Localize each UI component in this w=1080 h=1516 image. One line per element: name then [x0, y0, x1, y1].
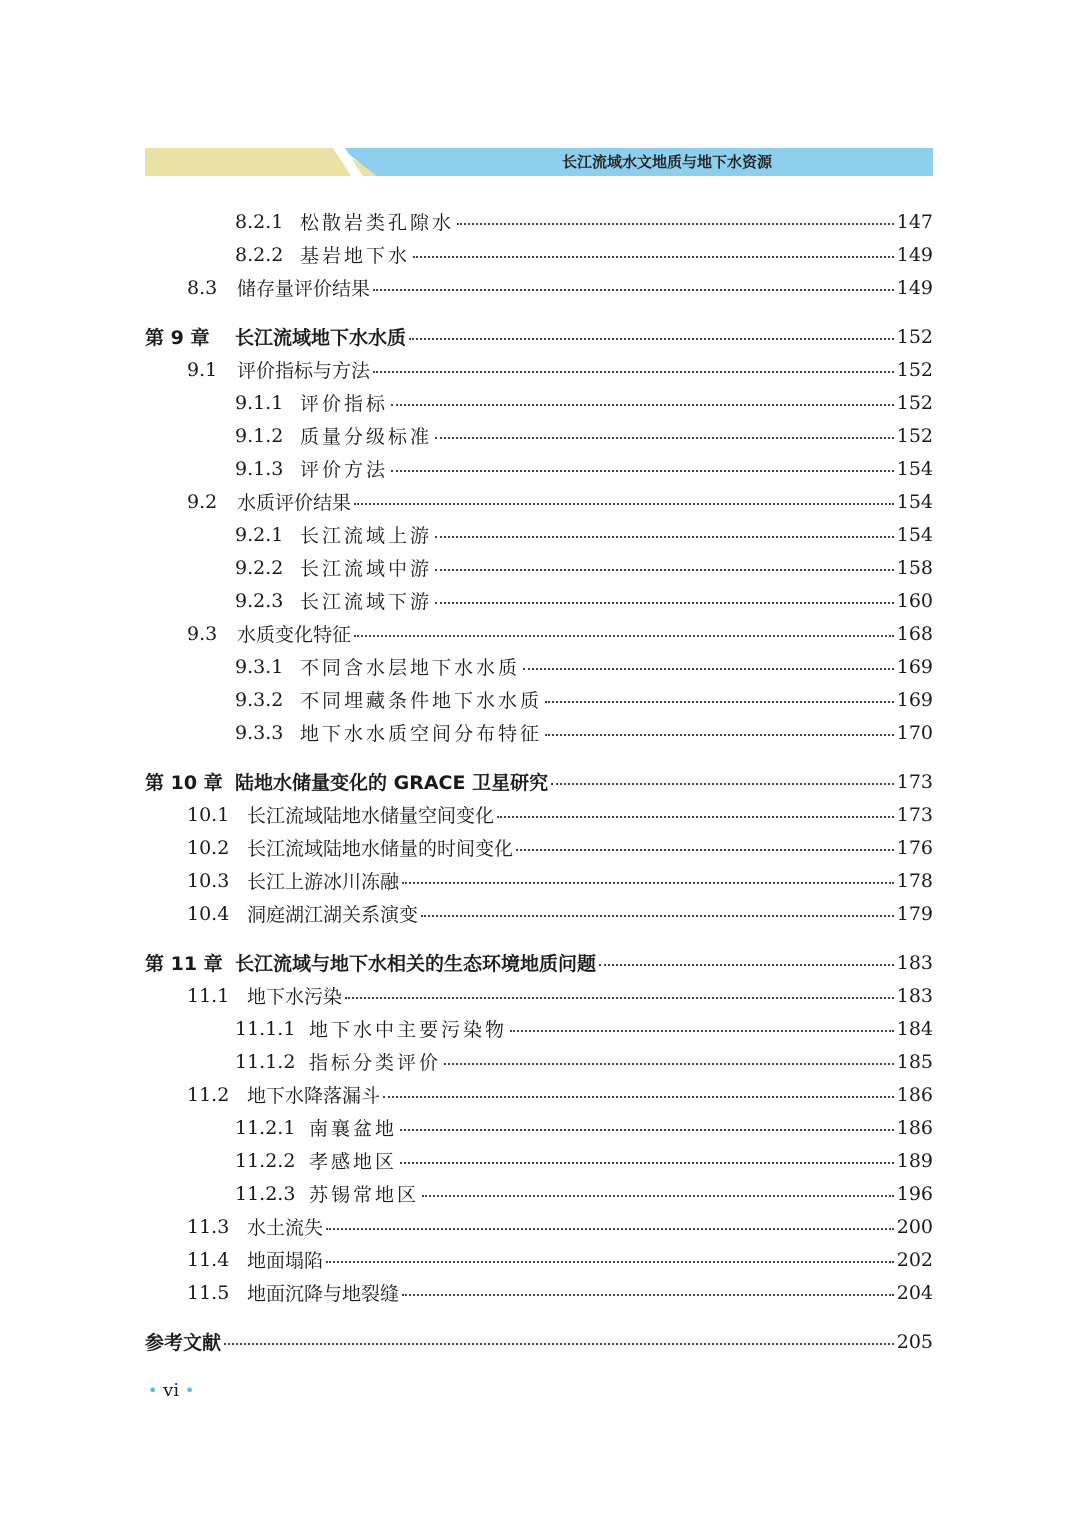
toc-entry-number: 11.1.1: [235, 1017, 296, 1040]
toc-entry-page: 152: [896, 391, 933, 414]
toc-entry-title: 地下水降落漏斗: [247, 1085, 381, 1107]
toc-entry-title: 长江流域中游: [300, 558, 433, 580]
toc-entry-title: 长江流域下游: [300, 591, 433, 613]
dot-leader: [510, 1030, 894, 1032]
page-number: vi: [163, 1380, 180, 1401]
toc-entry-title: 长江流域地下水水质: [235, 327, 407, 349]
toc-entry-page: 183: [896, 984, 933, 1007]
toc-chapter-entry[interactable]: [145, 320, 933, 353]
dot-leader: [421, 915, 894, 917]
toc-entry-page: 170: [896, 721, 933, 744]
dot-leader: [373, 289, 894, 291]
toc-entry-title: 长江流域上游: [300, 525, 433, 547]
toc-entry[interactable]: [145, 650, 933, 683]
dot-leader: [326, 1228, 894, 1230]
page-footer: [148, 1380, 194, 1401]
dot-leader: [516, 849, 894, 851]
toc-entry[interactable]: [145, 831, 933, 864]
toc-entry-page: 173: [896, 770, 933, 793]
toc-entry-page: 154: [896, 523, 933, 546]
toc-entry-title: 评价方法: [300, 459, 389, 481]
dot-leader: [413, 256, 894, 258]
toc-chapter-entry[interactable]: [145, 765, 933, 798]
toc-entry-title: 地面塌陷: [247, 1250, 324, 1272]
dot-leader: [497, 816, 894, 818]
dot-leader: [545, 701, 894, 703]
toc-entry-number: 11.1.2: [235, 1050, 296, 1073]
toc-entry[interactable]: [145, 551, 933, 584]
toc-entry-number: 8.2.2: [235, 243, 284, 266]
toc-entry[interactable]: [145, 1012, 933, 1045]
toc-entry[interactable]: [145, 386, 933, 419]
toc-entry-title: 陆地水储量变化的 GRACE 卫星研究: [235, 772, 549, 794]
dot-leader: [345, 997, 894, 999]
toc-entry-number: 9.1.3: [235, 457, 284, 480]
toc-entry-number: 11.2.3: [235, 1182, 296, 1205]
toc-entry-number: 9.1: [187, 358, 218, 381]
toc-entry-page: 147: [896, 210, 933, 233]
toc-entry-page: 200: [896, 1215, 933, 1238]
toc-entry[interactable]: [145, 205, 933, 238]
toc-entry-number: 10.3: [187, 869, 230, 892]
toc-entry-page: 186: [896, 1116, 933, 1139]
toc-entry-title: 评价指标: [300, 393, 389, 415]
book-title: 长江流域水文地质与地下水资源: [561, 153, 772, 171]
toc-entry[interactable]: [145, 271, 933, 304]
toc-entry-page: 202: [896, 1248, 933, 1271]
toc-entry-page: 149: [896, 243, 933, 266]
dot-leader: [354, 503, 894, 505]
toc-entry-number: 9.2.3: [235, 589, 284, 612]
toc-entry[interactable]: [145, 683, 933, 716]
toc-entry[interactable]: [145, 798, 933, 831]
toc-entry-page: 179: [896, 902, 933, 925]
toc-entry[interactable]: [145, 1210, 933, 1243]
toc-entry-title: 不同埋藏条件地下水水质: [300, 690, 543, 712]
dot-leader: [435, 602, 894, 604]
toc-entry-number: 第 10 章: [145, 772, 223, 794]
toc-entry-page: 176: [896, 836, 933, 859]
toc-entry-title: 松散岩类孔隙水: [300, 212, 455, 234]
toc-entry[interactable]: [145, 1111, 933, 1144]
toc-entry[interactable]: [145, 979, 933, 1012]
toc-entry-number: 9.2.1: [235, 523, 284, 546]
toc-entry-title: 水土流失: [247, 1217, 324, 1239]
toc-entry-page: 185: [896, 1050, 933, 1073]
dot-leader: [409, 338, 894, 340]
toc-entry-page: 183: [896, 951, 933, 974]
toc-entry[interactable]: [145, 716, 933, 749]
toc-entry[interactable]: [145, 1045, 933, 1078]
toc-entry[interactable]: [145, 518, 933, 551]
toc-entry[interactable]: [145, 238, 933, 271]
toc-entry-title: 质量分级标准: [300, 426, 433, 448]
dot-leader: [457, 223, 894, 225]
dot-leader: [400, 1129, 894, 1131]
toc-entry-number: 10.4: [187, 902, 230, 925]
toc-entry-number: 11.2: [187, 1083, 230, 1106]
dot-leader: [435, 536, 894, 538]
toc-entry-title: 评价指标与方法: [237, 360, 371, 382]
toc-entry-page: 204: [896, 1281, 933, 1304]
toc-entry-title: 地面沉降与地裂缝: [247, 1283, 400, 1305]
toc-entry[interactable]: [145, 485, 933, 518]
toc-entry-number: 10.2: [187, 836, 230, 859]
dot-leader: [599, 964, 894, 966]
toc-entry[interactable]: [145, 1177, 933, 1210]
toc-entry[interactable]: [145, 353, 933, 386]
toc-entry-number: 第 11 章: [145, 953, 223, 975]
dot-leader: [383, 1096, 894, 1098]
toc-entry-title: 长江上游冰川冻融: [247, 871, 400, 893]
toc-entry-number: 8.3: [187, 276, 218, 299]
toc-entry-page: 152: [896, 358, 933, 381]
toc-entry[interactable]: [145, 1078, 933, 1111]
toc-entry-title: 孝感地区: [309, 1151, 398, 1173]
table-of-contents: [145, 205, 933, 1358]
dot-leader: [545, 734, 894, 736]
dot-leader: [435, 569, 894, 571]
toc-entry-number: 9.3.1: [235, 655, 284, 678]
toc-entry-page: 189: [896, 1149, 933, 1172]
dot-leader: [391, 404, 894, 406]
footer-dot-right: •: [184, 1381, 195, 1400]
toc-entry-page: 205: [896, 1330, 933, 1353]
toc-entry-number: 11.1: [187, 984, 230, 1007]
toc-entry-title: 参考文献: [145, 1332, 222, 1354]
dot-leader: [422, 1195, 894, 1197]
toc-entry-page: 152: [896, 325, 933, 348]
toc-entry-page: 169: [896, 655, 933, 678]
dot-leader: [373, 371, 894, 373]
dot-leader: [391, 470, 894, 472]
toc-entry-number: 9.2.2: [235, 556, 284, 579]
toc-entry-title: 水质评价结果: [237, 492, 352, 514]
toc-references-entry[interactable]: [145, 1325, 933, 1358]
toc-entry-page: 184: [896, 1017, 933, 1040]
toc-entry[interactable]: [145, 419, 933, 452]
toc-entry-title: 地下水中主要污染物: [309, 1019, 508, 1041]
toc-entry-number: 9.1.1: [235, 391, 284, 414]
toc-entry-title: 南襄盆地: [309, 1118, 398, 1140]
dot-leader: [551, 783, 894, 785]
toc-entry-page: 178: [896, 869, 933, 892]
dot-leader: [354, 635, 894, 637]
toc-entry-title: 基岩地下水: [300, 245, 411, 267]
toc-entry-number: 9.1.2: [235, 424, 284, 447]
toc-entry-page: 173: [896, 803, 933, 826]
toc-entry-page: 154: [896, 457, 933, 480]
toc-entry[interactable]: [145, 864, 933, 897]
toc-entry-title: 长江流域陆地水储量空间变化: [247, 805, 495, 827]
toc-entry-page: 169: [896, 688, 933, 711]
footer-dot-left: •: [148, 1381, 158, 1400]
toc-entry[interactable]: [145, 584, 933, 617]
toc-entry[interactable]: [145, 1144, 933, 1177]
toc-entry-number: 9.3: [187, 622, 218, 645]
dot-leader: [444, 1063, 894, 1065]
toc-entry-number: 11.4: [187, 1248, 230, 1271]
toc-entry-page: 168: [896, 622, 933, 645]
toc-entry-page: 160: [896, 589, 933, 612]
toc-entry-title: 地下水污染: [247, 986, 343, 1008]
toc-entry-page: 152: [896, 424, 933, 447]
running-header: [145, 148, 933, 176]
toc-entry-number: 11.2.2: [235, 1149, 296, 1172]
toc-entry-number: 9.2: [187, 490, 218, 513]
toc-entry-number: 9.3.2: [235, 688, 284, 711]
toc-entry[interactable]: [145, 452, 933, 485]
toc-entry-title: 洞庭湖江湖关系演变: [247, 904, 419, 926]
toc-entry-page: 186: [896, 1083, 933, 1106]
toc-entry-title: 长江流域与地下水相关的生态环境地质问题: [235, 953, 597, 975]
toc-entry[interactable]: [145, 897, 933, 930]
dot-leader: [435, 437, 894, 439]
dot-leader: [224, 1343, 894, 1345]
toc-entry-title: 指标分类评价: [309, 1052, 442, 1074]
dot-leader: [400, 1162, 894, 1164]
dot-leader: [402, 1294, 894, 1296]
toc-entry-page: 154: [896, 490, 933, 513]
dot-leader: [523, 668, 894, 670]
toc-entry-page: 158: [896, 556, 933, 579]
toc-entry-number: 第 9 章: [145, 327, 210, 349]
toc-entry-title: 不同含水层地下水水质: [300, 657, 521, 679]
toc-entry-title: 地下水水质空间分布特征: [300, 723, 543, 745]
toc-entry-page: 149: [896, 276, 933, 299]
toc-entry-number: 11.3: [187, 1215, 230, 1238]
toc-entry[interactable]: [145, 617, 933, 650]
dot-leader: [402, 882, 894, 884]
toc-entry-number: 10.1: [187, 803, 230, 826]
toc-entry[interactable]: [145, 1276, 933, 1309]
toc-entry-title: 长江流域陆地水储量的时间变化: [247, 838, 514, 860]
toc-entry[interactable]: [145, 1243, 933, 1276]
toc-chapter-entry[interactable]: [145, 946, 933, 979]
toc-entry-title: 水质变化特征: [237, 624, 352, 646]
toc-entry-title: 储存量评价结果: [237, 278, 371, 300]
toc-entry-number: 11.2.1: [235, 1116, 296, 1139]
toc-entry-number: 9.3.3: [235, 721, 284, 744]
toc-entry-title: 苏锡常地区: [309, 1184, 420, 1206]
dot-leader: [326, 1261, 894, 1263]
toc-entry-number: 8.2.1: [235, 210, 284, 233]
toc-entry-number: 11.5: [187, 1281, 230, 1304]
toc-entry-page: 196: [896, 1182, 933, 1205]
